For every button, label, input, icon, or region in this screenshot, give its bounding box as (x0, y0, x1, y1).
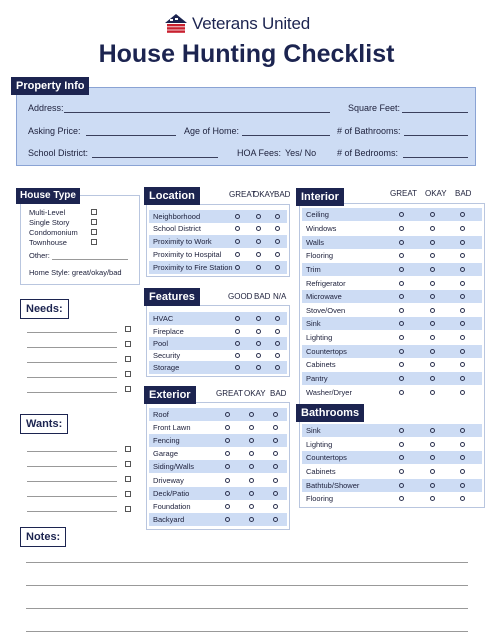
rating-radio[interactable] (430, 483, 435, 488)
needs-line[interactable] (27, 377, 117, 378)
rating-radio[interactable] (399, 281, 404, 286)
rating-radio[interactable] (249, 491, 254, 496)
bathrooms-row (302, 424, 482, 437)
rating-radio[interactable] (273, 412, 278, 417)
school-district-field[interactable] (92, 157, 218, 158)
interior-col-bad: BAD (455, 189, 472, 198)
exterior-row (149, 474, 287, 487)
bedrooms-field[interactable] (403, 157, 468, 158)
rating-radio[interactable] (399, 212, 404, 217)
interior-row (302, 290, 482, 303)
rating-radio[interactable] (399, 349, 404, 354)
rating-radio[interactable] (275, 329, 280, 334)
rating-radio[interactable] (430, 321, 435, 326)
rating-radio[interactable] (460, 362, 465, 367)
address-label: Address: (28, 103, 64, 113)
wants-checkbox[interactable] (125, 446, 131, 452)
location-col-okay: OKAY (253, 190, 275, 199)
interior-row-label: Cabinets (306, 360, 336, 369)
brand-name: Veterans United (192, 14, 310, 33)
features-row-label: Security (153, 351, 181, 360)
interior-row (302, 208, 482, 221)
exterior-col-okay: OKAY (244, 389, 266, 398)
location-row (149, 235, 287, 248)
house-type-option: Townhouse (29, 238, 67, 247)
needs-checkbox[interactable] (125, 326, 131, 332)
rating-radio[interactable] (430, 281, 435, 286)
bathrooms-row (302, 479, 482, 492)
rating-radio[interactable] (430, 267, 435, 272)
interior-row-label: Washer/Dryer (306, 388, 352, 397)
exterior-row (149, 447, 287, 460)
rating-radio[interactable] (256, 341, 261, 346)
rating-radio[interactable] (275, 265, 280, 270)
features-col-na: N/A (273, 292, 287, 301)
rating-radio[interactable] (275, 316, 280, 321)
rating-radio[interactable] (430, 240, 435, 245)
interior-row-label: Pantry (306, 374, 328, 383)
rating-radio[interactable] (273, 517, 278, 522)
rating-radio[interactable] (430, 469, 435, 474)
exterior-col-bad: BAD (270, 389, 287, 398)
location-col-bad: BAD (274, 190, 291, 199)
rating-radio[interactable] (256, 329, 261, 334)
rating-radio[interactable] (460, 212, 465, 217)
rating-radio[interactable] (225, 491, 230, 496)
rating-radio[interactable] (249, 438, 254, 443)
rating-radio[interactable] (460, 496, 465, 501)
rating-radio[interactable] (275, 365, 280, 370)
needs-line[interactable] (27, 392, 117, 393)
rating-radio[interactable] (275, 341, 280, 346)
rating-radio[interactable] (273, 451, 278, 456)
rating-radio[interactable] (273, 491, 278, 496)
address-field[interactable] (64, 112, 330, 113)
rating-radio[interactable] (235, 265, 240, 270)
rating-radio[interactable] (460, 321, 465, 326)
features-heading: Features (144, 288, 200, 306)
interior-heading: Interior (296, 188, 344, 206)
wants-heading: Wants: (20, 414, 68, 434)
rating-radio[interactable] (430, 226, 435, 231)
rating-radio[interactable] (249, 425, 254, 430)
house-type-option: Multi-Level (29, 208, 66, 217)
hoa-fees-label: HOA Fees: (237, 148, 282, 158)
rating-radio[interactable] (273, 438, 278, 443)
location-row-label: School District (153, 224, 201, 233)
rating-radio[interactable] (460, 390, 465, 395)
rating-radio[interactable] (256, 353, 261, 358)
exterior-row-label: Backyard (153, 515, 185, 524)
interior-row-label: Flooring (306, 251, 334, 260)
interior-row (302, 236, 482, 249)
exterior-col-great: GREAT (216, 389, 243, 398)
rating-radio[interactable] (460, 335, 465, 340)
rating-radio[interactable] (225, 412, 230, 417)
rating-radio[interactable] (275, 252, 280, 257)
rating-radio[interactable] (273, 504, 278, 509)
rating-radio[interactable] (249, 464, 254, 469)
rating-radio[interactable] (256, 265, 261, 270)
needs-checkbox[interactable] (125, 356, 131, 362)
rating-radio[interactable] (256, 214, 261, 219)
rating-radio[interactable] (275, 214, 280, 219)
rating-radio[interactable] (399, 294, 404, 299)
notes-line[interactable] (26, 585, 468, 586)
bathrooms-heading: Bathrooms (296, 404, 364, 422)
rating-radio[interactable] (399, 376, 404, 381)
interior-row (302, 304, 482, 317)
rating-radio[interactable] (399, 442, 404, 447)
interior-row-label: Stove/Oven (306, 306, 346, 315)
rating-radio[interactable] (235, 214, 240, 219)
rating-radio[interactable] (460, 469, 465, 474)
house-type-heading: House Type (16, 188, 80, 204)
wants-line[interactable] (27, 466, 117, 467)
interior-row (302, 358, 482, 371)
location-row (149, 248, 287, 261)
hoa-yes-no[interactable]: Yes/ No (285, 148, 317, 158)
rating-radio[interactable] (235, 252, 240, 257)
exterior-row (149, 408, 287, 421)
rating-radio[interactable] (460, 376, 465, 381)
rating-radio[interactable] (399, 267, 404, 272)
features-row-label: Pool (153, 339, 169, 348)
house-type-option: Single Story (29, 218, 70, 227)
exterior-row-label: Driveway (153, 476, 184, 485)
home-style-label: Home Style: great/okay/bad (29, 268, 122, 277)
rating-radio[interactable] (460, 240, 465, 245)
rating-radio[interactable] (256, 239, 261, 244)
rating-radio[interactable] (256, 365, 261, 370)
rating-radio[interactable] (249, 412, 254, 417)
interior-row-label: Lighting (306, 333, 333, 342)
rating-radio[interactable] (249, 478, 254, 483)
features-row (149, 361, 287, 374)
features-row-label: Fireplace (153, 327, 184, 336)
rating-radio[interactable] (460, 483, 465, 488)
asking-price-label: Asking Price: (28, 126, 81, 136)
needs-line[interactable] (27, 347, 117, 348)
location-row-label: Proximity to Work (153, 237, 212, 246)
exterior-heading: Exterior (144, 386, 196, 404)
interior-row-label: Ceiling (306, 210, 329, 219)
rating-radio[interactable] (275, 353, 280, 358)
exterior-row-label: Siding/Walls (153, 462, 194, 471)
rating-radio[interactable] (225, 464, 230, 469)
rating-radio[interactable] (430, 253, 435, 258)
notes-line[interactable] (26, 608, 468, 609)
bathrooms-label: # of Bathrooms: (337, 126, 401, 136)
house-type-checkbox[interactable] (91, 209, 97, 215)
bathrooms-field[interactable] (404, 135, 468, 136)
needs-checkbox[interactable] (125, 371, 131, 377)
rating-radio[interactable] (399, 455, 404, 460)
exterior-row (149, 460, 287, 473)
rating-radio[interactable] (399, 483, 404, 488)
house-type-checkbox[interactable] (91, 219, 97, 225)
needs-heading: Needs: (20, 299, 69, 319)
bathrooms-row-label: Cabinets (306, 467, 336, 476)
rating-radio[interactable] (235, 329, 240, 334)
rating-radio[interactable] (249, 517, 254, 522)
rating-radio[interactable] (430, 496, 435, 501)
rating-radio[interactable] (399, 496, 404, 501)
rating-radio[interactable] (249, 504, 254, 509)
bathrooms-row (302, 465, 482, 478)
rating-radio[interactable] (430, 212, 435, 217)
rating-radio[interactable] (275, 226, 280, 231)
interior-row (302, 345, 482, 358)
brand-logo (164, 13, 344, 37)
exterior-row (149, 434, 287, 447)
wants-checkbox[interactable] (125, 506, 131, 512)
needs-line[interactable] (27, 332, 117, 333)
bathrooms-row (302, 438, 482, 451)
house-type-checkbox[interactable] (91, 239, 97, 245)
interior-row (302, 386, 482, 399)
rating-radio[interactable] (273, 425, 278, 430)
rating-radio[interactable] (460, 281, 465, 286)
interior-row-label: Sink (306, 319, 321, 328)
rating-radio[interactable] (399, 226, 404, 231)
house-type-checkbox[interactable] (91, 229, 97, 235)
needs-checkbox[interactable] (125, 341, 131, 347)
rating-radio[interactable] (460, 455, 465, 460)
rating-radio[interactable] (273, 464, 278, 469)
house-type-option: Condomonium (29, 228, 78, 237)
rating-radio[interactable] (460, 267, 465, 272)
notes-line[interactable] (26, 631, 468, 632)
rating-radio[interactable] (399, 308, 404, 313)
rating-radio[interactable] (235, 226, 240, 231)
age-of-home-label: Age of Home: (184, 126, 240, 136)
rating-radio[interactable] (225, 504, 230, 509)
exterior-row-label: Garage (153, 449, 179, 458)
interior-row-label: Windows (306, 224, 337, 233)
features-col-bad: BAD (254, 292, 271, 301)
house-type-other-field[interactable] (52, 259, 128, 260)
page-title: House Hunting Checklist (98, 40, 395, 68)
location-row-label: Proximity to Fire Station (153, 263, 233, 272)
rating-radio[interactable] (225, 425, 230, 430)
rating-radio[interactable] (235, 316, 240, 321)
rating-radio[interactable] (225, 478, 230, 483)
rating-radio[interactable] (430, 390, 435, 395)
rating-radio[interactable] (235, 365, 240, 370)
rating-radio[interactable] (225, 517, 230, 522)
wants-checkbox[interactable] (125, 491, 131, 497)
interior-row-label: Walls (306, 238, 325, 247)
asking-price-field[interactable] (86, 135, 176, 136)
rating-radio[interactable] (399, 240, 404, 245)
interior-row (302, 263, 482, 276)
bathrooms-row (302, 451, 482, 464)
rating-radio[interactable] (460, 428, 465, 433)
rating-radio[interactable] (256, 252, 261, 257)
rating-radio[interactable] (399, 362, 404, 367)
house-flag-icon (164, 13, 188, 35)
rating-radio[interactable] (430, 455, 435, 460)
rating-radio[interactable] (235, 353, 240, 358)
rating-radio[interactable] (399, 428, 404, 433)
rating-radio[interactable] (430, 362, 435, 367)
features-col-good: GOOD (228, 292, 253, 301)
bathrooms-row-label: Flooring (306, 494, 334, 503)
features-row (149, 312, 287, 325)
location-row-label: Proximity to Hospital (153, 250, 222, 259)
rating-radio[interactable] (430, 428, 435, 433)
bathrooms-row-label: Sink (306, 426, 321, 435)
rating-radio[interactable] (399, 469, 404, 474)
interior-row-label: Refrigerator (306, 279, 346, 288)
needs-checkbox[interactable] (125, 386, 131, 392)
notes-heading: Notes: (20, 527, 66, 547)
location-row (149, 261, 287, 274)
features-row-label: HVAC (153, 314, 174, 323)
exterior-row-label: Deck/Patio (153, 489, 190, 498)
square-feet-label: Square Feet: (348, 103, 401, 113)
rating-radio[interactable] (460, 442, 465, 447)
rating-radio[interactable] (399, 335, 404, 340)
rating-radio[interactable] (460, 308, 465, 313)
rating-radio[interactable] (460, 253, 465, 258)
interior-row-label: Trim (306, 265, 321, 274)
rating-radio[interactable] (399, 321, 404, 326)
interior-row (302, 277, 482, 290)
rating-radio[interactable] (460, 226, 465, 231)
rating-radio[interactable] (256, 316, 261, 321)
bathrooms-row (302, 492, 482, 505)
wants-checkbox[interactable] (125, 476, 131, 482)
rating-radio[interactable] (275, 239, 280, 244)
needs-line[interactable] (27, 362, 117, 363)
rating-radio[interactable] (430, 349, 435, 354)
interior-row (302, 317, 482, 330)
rating-radio[interactable] (430, 376, 435, 381)
bathrooms-row-label: Countertops (306, 453, 347, 462)
house-type-other-label: Other: (29, 251, 50, 260)
wants-checkbox[interactable] (125, 461, 131, 467)
wants-line[interactable] (27, 481, 117, 482)
rating-radio[interactable] (225, 451, 230, 456)
location-heading: Location (144, 187, 200, 205)
features-row-label: Storage (153, 363, 180, 372)
exterior-row-label: Foundation (153, 502, 191, 511)
rating-radio[interactable] (235, 239, 240, 244)
bathrooms-row-label: Bathtub/Shower (306, 481, 360, 490)
bedrooms-label: # of Bedrooms: (337, 148, 399, 158)
exterior-row-label: Roof (153, 410, 169, 419)
rating-radio[interactable] (399, 390, 404, 395)
rating-radio[interactable] (430, 308, 435, 313)
rating-radio[interactable] (460, 294, 465, 299)
bathrooms-row-label: Lighting (306, 440, 333, 449)
interior-row (302, 249, 482, 262)
wants-line[interactable] (27, 496, 117, 497)
rating-radio[interactable] (399, 253, 404, 258)
exterior-row (149, 500, 287, 513)
exterior-row-label: Fencing (153, 436, 180, 445)
rating-radio[interactable] (430, 442, 435, 447)
interior-col-great: GREAT (390, 189, 417, 198)
interior-row-label: Microwave (306, 292, 342, 301)
rating-radio[interactable] (249, 451, 254, 456)
square-feet-field[interactable] (402, 112, 468, 113)
interior-row (302, 372, 482, 385)
location-col-great: GREAT (229, 190, 256, 199)
wants-line[interactable] (27, 451, 117, 452)
age-of-home-field[interactable] (242, 135, 330, 136)
interior-row (302, 331, 482, 344)
location-row-label: Neighborhood (153, 212, 201, 221)
exterior-row (149, 513, 287, 526)
rating-radio[interactable] (430, 335, 435, 340)
location-row (149, 222, 287, 235)
rating-radio[interactable] (273, 478, 278, 483)
rating-radio[interactable] (460, 349, 465, 354)
interior-row (302, 222, 482, 235)
property-info-heading: Property Info (11, 77, 89, 95)
exterior-row-label: Front Lawn (153, 423, 191, 432)
rating-radio[interactable] (430, 294, 435, 299)
rating-radio[interactable] (225, 438, 230, 443)
exterior-row (149, 421, 287, 434)
exterior-row (149, 487, 287, 500)
interior-row-label: Countertops (306, 347, 347, 356)
interior-col-okay: OKAY (425, 189, 447, 198)
notes-line[interactable] (26, 562, 468, 563)
rating-radio[interactable] (256, 226, 261, 231)
school-district-label: School District: (28, 148, 89, 158)
wants-line[interactable] (27, 511, 117, 512)
rating-radio[interactable] (235, 341, 240, 346)
